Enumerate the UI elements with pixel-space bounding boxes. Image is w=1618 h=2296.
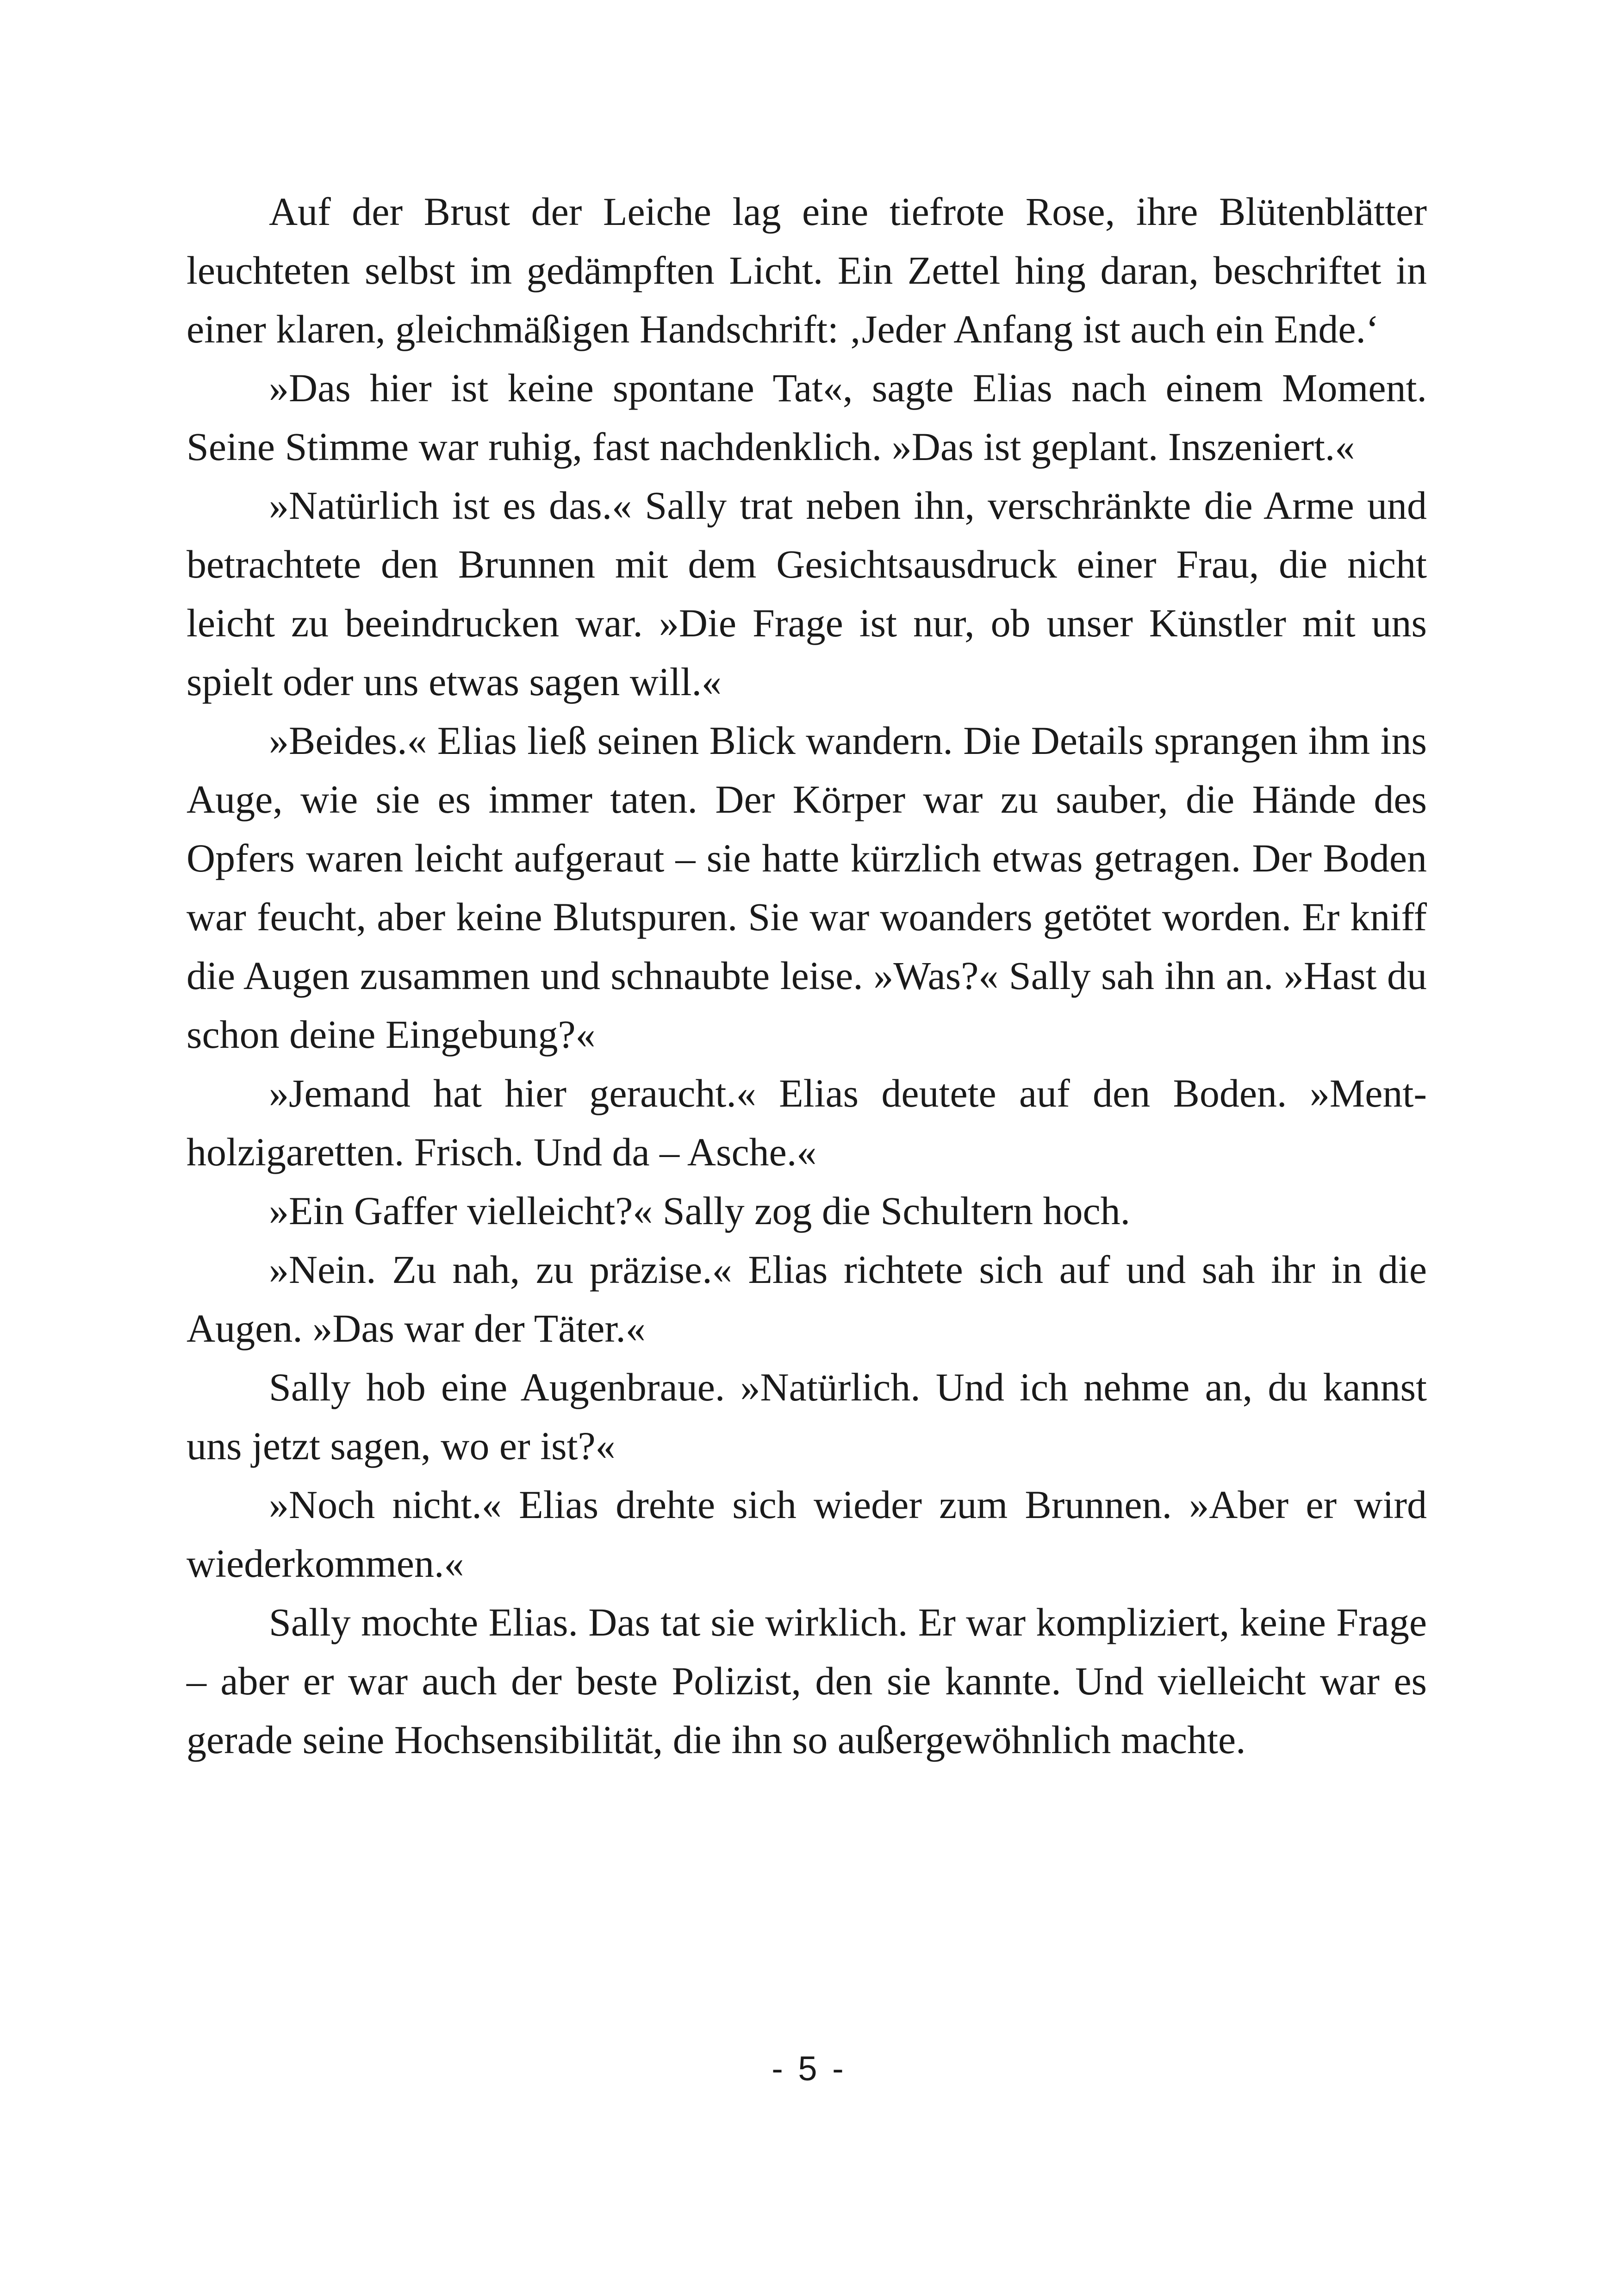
paragraph: »Natürlich ist es das.« Sally trat neben ihn, verschränkte die Arme und betrachtete den Brunnen mit dem Gesichtsausdruck einer Frau, die nicht leicht zu beeindrucken war. »Die Frage ist nur, ob unser Künstler mit uns spielt oder uns etwas sagen will.« [187, 483, 1427, 704]
page-number: - 5 - [772, 2049, 846, 2088]
paragraph: Auf der Brust der Leiche lag eine tiefrote Rose, ihre Blütenblätter leuchteten selbst im gedämpften Licht. Ein Zettel hing daran, beschriftet in einer klaren, gleichmäßigen Handschrift: ‚Jeder Anfang ist auch ein Ende.‘ [187, 189, 1427, 351]
paragraph: »Noch nicht.« Elias drehte sich wieder zum Brunnen. »Aber er wird wiederkommen.« [187, 1482, 1427, 1586]
paragraph: »Beides.« Elias ließ seinen Blick wandern. Die Details sprangen ihm ins Auge, wie sie es immer taten. Der Körper war zu sauber, die Hände des Opfers waren leicht aufgeraut – sie hatte kürzlich etwas getragen. Der Boden war feucht, aber keine Blutspuren. Sie war woanders getötet worden. Er kniff die Augen zusammen und schnaubte leise. »Was?« Sally sah ihn an. »Hast du schon deine Eingebung?« [187, 718, 1427, 1057]
paragraph: »Ein Gaffer vielleicht?« Sally zog die Schultern hoch. [269, 1188, 1131, 1233]
paragraph: »Das hier ist keine spontane Tat«, sagte Elias nach einem Moment. Seine Stimme war ruhig, fast nachdenklich. »Das ist geplant. Inszeniert.« [187, 366, 1427, 469]
body-text [187, 182, 1427, 1769]
paragraph: Sally hob eine Augenbraue. »Natürlich. Und ich nehme an, du kannst uns jetzt sagen, wo er ist?« [187, 1365, 1427, 1468]
paragraph: Sally mochte Elias. Das tat sie wirklich. Er war kompliziert, keine Frage – aber er war auch der beste Polizist, den sie kannte. Und vielleicht war es gerade seine Hochsensibilität, die ihn so außergewöhnlich machte. [187, 1600, 1427, 1762]
paragraph: »Jemand hat hier geraucht.« Elias deutete auf den Boden. »Mentholzigaretten. Frisch. Und da – Asche.« [187, 1071, 1427, 1174]
paragraph: »Nein. Zu nah, zu präzise.« Elias richtete sich auf und sah ihr in die Augen. »Das war der Täter.« [187, 1247, 1427, 1350]
